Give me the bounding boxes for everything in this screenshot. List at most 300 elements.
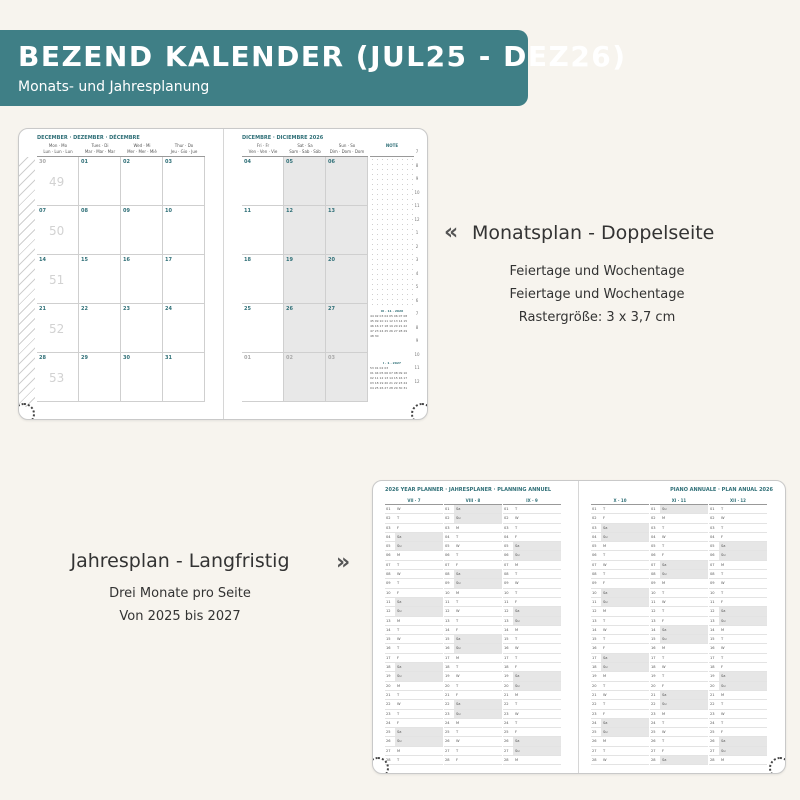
- monthly-left-title: DECEMBER · DEZEMBER · DÉCEMBRE: [37, 135, 140, 141]
- day-row: [591, 747, 649, 756]
- weekday-header: Sat · Sa Sam · Sab · Sáb: [284, 143, 326, 157]
- weekday-label: W: [397, 572, 401, 577]
- weekend-shade: [719, 672, 767, 680]
- day-number: 02: [445, 516, 450, 521]
- day-row: [444, 570, 502, 579]
- day-number: 15: [445, 637, 450, 642]
- day-row: [709, 579, 767, 588]
- day-number: 28: [651, 758, 656, 763]
- day-number: 10: [710, 590, 715, 595]
- day-row: [709, 672, 767, 681]
- weekday-label: Sa: [515, 609, 520, 614]
- day-row: [385, 682, 443, 691]
- weekend-shade: [601, 524, 649, 532]
- weekday-label: F: [456, 562, 459, 567]
- day-number: 17: [386, 655, 391, 660]
- weekday-label: W: [721, 516, 725, 521]
- day-cell: [79, 255, 121, 304]
- weekend-shade: [513, 617, 561, 625]
- weekday-label: T: [721, 720, 724, 725]
- day-row: [591, 672, 649, 681]
- weekday-label: Su: [397, 739, 402, 744]
- day-number: 15: [504, 637, 509, 642]
- weekday-label: M: [721, 562, 725, 567]
- day-number: 04: [504, 534, 509, 539]
- day-row: [385, 626, 443, 635]
- day-number: 13: [592, 618, 597, 623]
- mini-calendar-row: 53 01 02 03: [370, 366, 389, 370]
- month-tab: 10: [414, 189, 420, 195]
- day-row: [650, 617, 708, 626]
- weekday-label: T: [515, 720, 518, 725]
- weekend-shade: [395, 607, 443, 615]
- mini-calendar-row: 02 11 12 13 14 15 16 17: [370, 376, 408, 380]
- weekday-label: T: [721, 637, 724, 642]
- day-number: 02: [651, 516, 656, 521]
- day-number: 24: [651, 720, 656, 725]
- weekday-label: T: [721, 590, 724, 595]
- day-number: 16: [123, 257, 130, 263]
- day-number: 28: [504, 758, 509, 763]
- weekday-label: Sa: [721, 544, 726, 549]
- weekend-shade: [660, 561, 708, 569]
- day-row: [385, 533, 443, 542]
- day-row: [385, 598, 443, 607]
- weekday-label: M: [662, 711, 666, 716]
- mini-calendar-row: 47 23 24 25 26 27 28 29: [370, 329, 408, 333]
- day-number: 25: [504, 730, 509, 735]
- day-number: 10: [386, 590, 391, 595]
- weekday-header: Thur · Do Jeu · Gio · Jue: [163, 143, 205, 157]
- month-tab: 4: [415, 270, 419, 276]
- weekend-shade: [513, 551, 561, 559]
- corner-mark: [769, 757, 786, 774]
- weekday-label: W: [397, 637, 401, 642]
- day-row: [503, 719, 561, 728]
- month-header: X · 10: [591, 497, 649, 505]
- day-number: 07: [710, 562, 715, 567]
- day-row: [503, 682, 561, 691]
- weekend-shade: [395, 542, 443, 550]
- day-number: 21: [39, 306, 46, 312]
- day-number: 07: [445, 562, 450, 567]
- day-row: [591, 598, 649, 607]
- weekday-label: T: [662, 544, 665, 549]
- weekday-label: M: [603, 609, 607, 614]
- weekday-label: Sa: [456, 572, 461, 577]
- weekend-shade: [719, 617, 767, 625]
- month-tab: 5: [415, 284, 419, 289]
- weekday-label: T: [603, 637, 606, 642]
- weekday-label: M: [662, 646, 666, 651]
- day-number: 27: [328, 306, 335, 312]
- weekday-label: T: [603, 618, 606, 623]
- day-number: 14: [445, 627, 450, 632]
- day-number: 23: [592, 711, 597, 716]
- weekday-label: T: [515, 637, 518, 642]
- day-number: 12: [386, 609, 391, 614]
- day-number: 06: [504, 553, 509, 558]
- weekday-label: Su: [456, 581, 461, 586]
- weekday-label: T: [456, 618, 459, 623]
- day-number: 18: [504, 665, 509, 670]
- weekday-label: W: [515, 646, 519, 651]
- day-row: [591, 644, 649, 653]
- yearly-right-title: PIANO ANNUALE · PLAN ANUAL 2026: [670, 487, 773, 493]
- day-row: [444, 579, 502, 588]
- day-row: [503, 524, 561, 533]
- weekday-label: T: [456, 553, 459, 558]
- day-number: 12: [592, 609, 597, 614]
- day-number: 11: [386, 599, 391, 604]
- day-number: 08: [651, 572, 656, 577]
- weekday-label: T: [397, 516, 400, 521]
- day-number: 19: [286, 257, 293, 263]
- weekday-label: W: [721, 711, 725, 716]
- day-cell: [284, 206, 326, 255]
- weekday-label: Su: [397, 609, 402, 614]
- day-number: 28: [386, 758, 391, 763]
- notes-header: NOTE: [370, 143, 414, 157]
- day-row: [444, 626, 502, 635]
- day-cell: [284, 255, 326, 304]
- day-number: 12: [445, 609, 450, 614]
- month-header: XI · 11: [650, 497, 708, 505]
- weekday-label: F: [397, 720, 400, 725]
- day-row: [709, 682, 767, 691]
- day-row: [650, 524, 708, 533]
- monthly-feature-heading: Monatsplan - Doppelseite: [472, 222, 715, 244]
- day-number: 05: [504, 544, 509, 549]
- day-number: 24: [445, 720, 450, 725]
- day-row: [385, 756, 443, 765]
- weekday-label: Sa: [456, 702, 461, 707]
- mini-calendar-title: I · 1 · 2027: [382, 361, 401, 365]
- weekend-shade: [454, 635, 502, 643]
- day-number: 06: [328, 159, 335, 165]
- day-row: [650, 747, 708, 756]
- day-row: [503, 570, 561, 579]
- day-number: 28: [592, 758, 597, 763]
- day-number: 20: [592, 683, 597, 688]
- weekday-label: F: [456, 692, 459, 697]
- day-number: 05: [286, 159, 293, 165]
- day-cell: [163, 157, 205, 206]
- weekday-label: T: [721, 655, 724, 660]
- weekday-label: W: [603, 562, 607, 567]
- day-number: 12: [651, 609, 656, 614]
- day-row: [709, 607, 767, 616]
- day-cell: [284, 353, 326, 402]
- day-row: [503, 737, 561, 746]
- day-number: 15: [592, 637, 597, 642]
- day-row: [385, 663, 443, 672]
- day-row: [709, 524, 767, 533]
- day-row: [709, 728, 767, 737]
- day-number: 01: [651, 507, 656, 511]
- header-banner: [0, 30, 627, 106]
- day-number: 03: [504, 525, 509, 530]
- mini-calendar-row: 03 18 19 20 21 22 23 24: [370, 381, 408, 385]
- day-number: 03: [592, 525, 597, 530]
- day-row: [444, 533, 502, 542]
- day-number: 06: [445, 553, 450, 558]
- weekday-header: Wed · Mi Mer · Mer · Miè: [121, 143, 163, 157]
- day-row: [591, 719, 649, 728]
- weekday-label: W: [515, 581, 519, 586]
- day-row: [385, 579, 443, 588]
- day-row: [591, 635, 649, 644]
- weekday-label: Su: [721, 683, 726, 688]
- month-column: [709, 497, 767, 765]
- mini-calendar: [370, 361, 414, 391]
- day-number: 02: [286, 355, 293, 361]
- weekend-shade: [719, 747, 767, 755]
- weekday-label: M: [515, 692, 519, 697]
- weekday-label: F: [662, 748, 665, 753]
- mini-calendar-row: 45 09 10 11 12 13 14 15: [370, 319, 408, 323]
- day-cell: [326, 304, 368, 353]
- day-cell: [79, 206, 121, 255]
- day-number: 14: [651, 627, 656, 632]
- day-row: [385, 644, 443, 653]
- day-cell: [326, 157, 368, 206]
- day-number: 10: [651, 590, 656, 595]
- weekday-label: F: [603, 711, 606, 716]
- day-row: [503, 728, 561, 737]
- weekday-label: M: [721, 627, 725, 632]
- day-row: [591, 626, 649, 635]
- day-number: 16: [386, 646, 391, 651]
- weekday-label: Sa: [397, 534, 402, 539]
- day-row: [503, 626, 561, 635]
- day-row: [591, 700, 649, 709]
- day-number: 18: [710, 665, 715, 670]
- day-number: 22: [592, 702, 597, 707]
- weekday-label: M: [456, 720, 460, 725]
- day-number: 27: [504, 748, 509, 753]
- weekday-label: T: [515, 525, 518, 530]
- monthly-feature-text: [472, 222, 722, 244]
- day-row: [503, 700, 561, 709]
- day-row: [503, 747, 561, 756]
- day-number: 25: [651, 730, 656, 735]
- weekend-shade: [513, 607, 561, 615]
- day-cell: [326, 353, 368, 402]
- day-row: [385, 542, 443, 551]
- weekday-label: T: [662, 674, 665, 679]
- mini-calendar-row: 01 04 05 06 07 08 09 10: [370, 371, 408, 375]
- day-row: [444, 514, 502, 523]
- day-row: [444, 524, 502, 533]
- day-number: 27: [592, 748, 597, 753]
- day-number: 18: [445, 665, 450, 670]
- weekday-header: Mon · Mo Lun · Lun · Lun: [37, 143, 79, 157]
- day-number: 26: [710, 739, 715, 744]
- day-number: 21: [504, 692, 509, 697]
- weekday-label: F: [603, 516, 606, 521]
- day-number: 05: [592, 544, 597, 549]
- day-row: [709, 533, 767, 542]
- weekday-label: T: [662, 739, 665, 744]
- day-row: [650, 570, 708, 579]
- day-number: 13: [504, 618, 509, 623]
- weekday-label: Su: [662, 507, 667, 511]
- weekday-label: T: [397, 711, 400, 716]
- day-number: 25: [592, 730, 597, 735]
- weekday-label: F: [603, 646, 606, 651]
- day-number: 25: [445, 730, 450, 735]
- day-row: [650, 505, 708, 514]
- day-cell: [121, 206, 163, 255]
- weekday-label: F: [515, 730, 518, 735]
- weekend-shade: [660, 691, 708, 699]
- day-cell: [326, 255, 368, 304]
- day-row: [591, 728, 649, 737]
- monthly-left-page: [19, 129, 223, 419]
- month-tabs: [411, 145, 423, 388]
- day-row: [385, 737, 443, 746]
- day-number: 26: [386, 739, 391, 744]
- day-number: 03: [165, 159, 172, 165]
- day-row: [385, 524, 443, 533]
- weekday-label: T: [515, 507, 518, 511]
- weekend-shade: [601, 654, 649, 662]
- weekday-label: F: [515, 599, 518, 604]
- month-header: IX · 9: [503, 497, 561, 505]
- day-number: 13: [651, 618, 656, 623]
- day-row: [385, 561, 443, 570]
- day-row: [385, 570, 443, 579]
- day-number: 24: [165, 306, 172, 312]
- day-cell: [242, 157, 284, 206]
- day-number: 16: [592, 646, 597, 651]
- day-number: 23: [386, 711, 391, 716]
- weekday-label: Sa: [397, 730, 402, 735]
- day-number: 19: [651, 674, 656, 679]
- day-number: 01: [386, 507, 391, 511]
- weekend-shade: [601, 598, 649, 606]
- day-number: 02: [592, 516, 597, 521]
- day-row: [709, 691, 767, 700]
- month-tab-stripes: [19, 157, 35, 407]
- day-row: [591, 737, 649, 746]
- month-tab: 11: [414, 203, 420, 208]
- feature-line: Rastergröße: 3 x 3,7 cm: [518, 310, 676, 325]
- day-row: [444, 589, 502, 598]
- day-number: 24: [592, 720, 597, 725]
- weekend-shade: [454, 644, 502, 652]
- weekday-label: W: [662, 730, 666, 735]
- day-number: 19: [592, 674, 597, 679]
- day-cell: [121, 255, 163, 304]
- weekday-label: F: [515, 665, 518, 670]
- weekend-shade: [454, 505, 502, 513]
- day-number: 27: [710, 748, 715, 753]
- day-row: [709, 505, 767, 514]
- yearly-left-title: 2026 YEAR PLANNER · JAHRESPLANER · PLANNING ANNUEL: [385, 487, 552, 493]
- day-number: 01: [81, 159, 88, 165]
- day-row: [709, 570, 767, 579]
- weekend-shade: [719, 551, 767, 559]
- weekday-label: Sa: [397, 665, 402, 670]
- day-cell: [284, 157, 326, 206]
- weekday-label: F: [456, 627, 459, 632]
- day-number: 22: [81, 306, 88, 312]
- day-number: 01: [710, 507, 715, 511]
- day-row: [444, 551, 502, 560]
- weekend-shade: [601, 589, 649, 597]
- weekday-label: M: [397, 683, 401, 688]
- weekday-label: Su: [515, 553, 520, 558]
- day-row: [709, 514, 767, 523]
- day-number: 21: [710, 692, 715, 697]
- weekday-label: T: [662, 655, 665, 660]
- day-number: 02: [504, 516, 509, 521]
- weekday-label: Su: [662, 637, 667, 642]
- day-row: [503, 514, 561, 523]
- weekday-label: Sa: [603, 720, 608, 725]
- weekday-label: F: [603, 581, 606, 586]
- day-row: [591, 663, 649, 672]
- weekday-label: M: [603, 674, 607, 679]
- right-chevron-icon: »: [336, 550, 351, 575]
- day-number: 23: [504, 711, 509, 716]
- day-row: [650, 589, 708, 598]
- day-number: 12: [504, 609, 509, 614]
- day-row: [503, 654, 561, 663]
- day-number: 21: [592, 692, 597, 697]
- day-row: [385, 551, 443, 560]
- day-number: 09: [710, 581, 715, 586]
- day-row: [444, 561, 502, 570]
- day-number: 08: [504, 572, 509, 577]
- day-row: [650, 663, 708, 672]
- day-row: [591, 691, 649, 700]
- weekend-shade: [601, 533, 649, 541]
- weekday-label: T: [603, 572, 606, 577]
- weekday-label: M: [397, 748, 401, 753]
- weekday-label: W: [397, 507, 401, 511]
- weekday-label: W: [456, 739, 460, 744]
- weekday-label: Sa: [721, 739, 726, 744]
- day-row: [591, 514, 649, 523]
- day-number: 03: [445, 525, 450, 530]
- weekday-label: T: [515, 572, 518, 577]
- notes-dot-grid: [370, 157, 414, 307]
- day-number: 23: [651, 711, 656, 716]
- day-number: 17: [710, 655, 715, 660]
- page-title: BEZEND KALENDER (JUL25 - DEZ26): [18, 40, 627, 73]
- day-number: 20: [328, 257, 335, 263]
- day-row: [444, 710, 502, 719]
- day-number: 05: [445, 544, 450, 549]
- monthly-feature-lines: [472, 256, 722, 325]
- yearly-right-page: [579, 481, 785, 773]
- day-number: 22: [651, 702, 656, 707]
- day-row: [709, 756, 767, 765]
- weekday-label: F: [721, 534, 724, 539]
- weekday-label: Sa: [515, 674, 520, 679]
- weekday-header: Fri · Fr Ven · Ven · Vie: [242, 143, 284, 157]
- mini-calendar-title: XI · 11 · 2026: [380, 309, 404, 313]
- month-header: VIII · 8: [444, 497, 502, 505]
- weekend-shade: [660, 626, 708, 634]
- day-row: [650, 607, 708, 616]
- weekday-label: T: [603, 553, 606, 558]
- month-tab: 3: [415, 257, 419, 262]
- day-row: [444, 635, 502, 644]
